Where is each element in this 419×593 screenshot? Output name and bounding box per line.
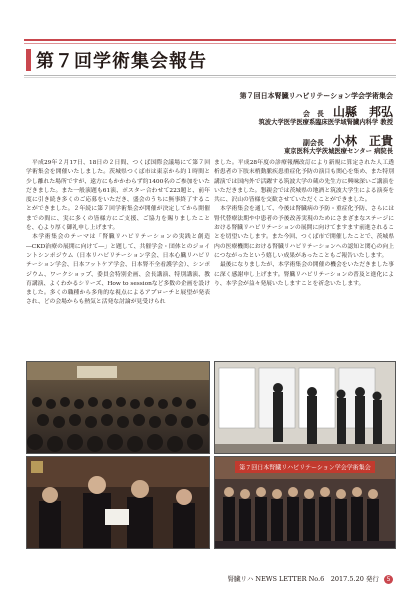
- header-rule-top-thin: [24, 43, 396, 44]
- body-paragraph: 最後になりましたが、本学術集会の開催の機会をいただきました事に深く感謝申し上げます。腎臓リハビリテーションの普及と進化により、本学会が益々発展いたしますことを祈念いたします。: [214, 262, 394, 287]
- group-photo-image: [215, 457, 395, 548]
- president-affiliation: 筑波大学医学医療系臨床医学域腎臓内科学 教授: [258, 119, 393, 126]
- title-accent-bar: [26, 49, 31, 71]
- president-name: 山縣 邦弘: [332, 105, 393, 119]
- photo-award-ceremony: [26, 456, 210, 549]
- president-role: 会 長: [302, 109, 324, 118]
- audience-photo-image: [27, 362, 209, 453]
- photo-banner-text: 第７回日本腎臓リハビリテーション学会学術集会: [239, 464, 371, 472]
- poster-photo-image: [215, 362, 395, 453]
- footer-text: 腎臓リハ NEWS LETTER No.6 2017.5.20 発行: [227, 575, 379, 583]
- body-paragraph: 本学術集会を通して、今後は腎臓病の予防・重症化予防、さらには腎代替療法期や中患者の予後改善実現のためにさまざまなステージにおける腎臓リハビリテーションの展開に向けてますます前進されることを切望いたします。また今回、つくば市で開催したことで、茨城県内の医療機関における腎臓リハビリテーションへの認知と関心の向上につながったという嬉しい成果があったこともご報告いたします。: [214, 206, 394, 259]
- photo-audience: [26, 361, 210, 454]
- header-rule-bottom-thin: [24, 77, 396, 78]
- page-number: 5: [384, 575, 393, 584]
- body-column-left: [26, 159, 210, 308]
- header-rule-top: [24, 39, 396, 41]
- vice-affiliation: 東京医科大学茨城医療センター 病院長: [284, 148, 393, 155]
- org-line: 第７回日本腎臓リハビリテーション学会学術集会: [239, 91, 393, 100]
- header-rule-bottom: [24, 75, 396, 76]
- body-paragraph: 本学術集会のテーマは「腎臓リハビリテーションの実践と創造―CKD治療の展開に向けて―」と題して、共催学会・団体とのジョイントシンポジウム（日本リハビリテーション学会、日本心臓リハビリテーション学会、日本フットケア学会、日本腎不全看護学会）、シンポジウム、ワークショップ、委員会特別企画、会長講演、特別講演、教育講演、よくわかるシリーズ、How to sessionなど多数の企画を設けました。多くの職種から多角的な視点によるアプローチと展望が発表され、どの会場からも熱気と活発な討論が見受けられ: [26, 234, 210, 306]
- page-title: 第７回学術集会報告: [36, 51, 207, 72]
- body-paragraph: 平成29年２月17日、18日の２日間、つくば国際会議場にて第７回学術集会を開催いたしました。茨城県つくば市は東京から約１時間と少し離れた場所ですが、遠方にもかかわらず約1400名のご参加をいただきました。また一般演題も61演、ポスター合わせて223題と、前年度に引き続き多くのご応募をいただき、盛会のうちに無事終了することができました。２年続に第７回学術集会が開催が決定してから開催までの間に、実に多くの皆様方にご支援、ご協力を賜りましたことを、心より厚く御礼申し上げます。: [26, 160, 210, 232]
- photo-group: [214, 456, 396, 549]
- photo-poster-session: [214, 361, 396, 454]
- vice-name: 小林 正貴: [332, 134, 393, 148]
- vice-role: 副会長: [302, 138, 324, 147]
- body-paragraph: ました。平成28年度の診療報酬改訂により新規に算定された人工透析患者の下肢末梢動脈疾患重症化予防の演目も関心を集め、また特別講演では国内外で活躍する筑波大学の蔵の先生方に興味深いご講演をいただきました。懇親会では茨城県の地酒と筑波大学生による演奏を共に、沢山の皆様を交歓させていただくことができました。: [214, 160, 394, 204]
- award-photo-image: [27, 457, 209, 548]
- page-footer: [228, 574, 393, 584]
- body-column-right: [214, 159, 394, 289]
